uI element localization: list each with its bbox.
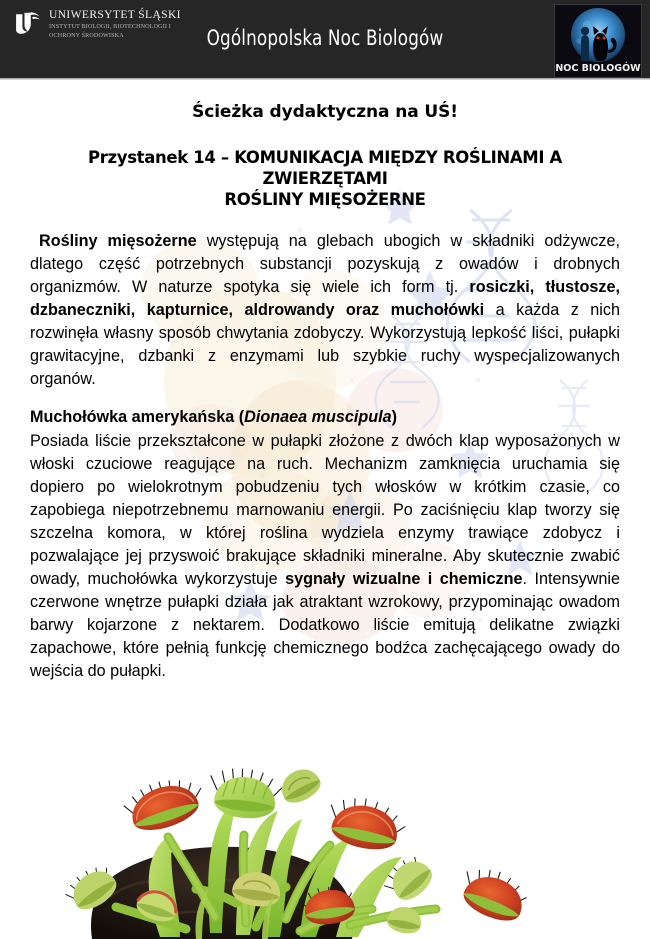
signals-bold-term: sygnały wizualne i chemiczne bbox=[285, 570, 523, 589]
paragraph-2-part-a: Posiada liście przekształcone w pułapki złożone z dwóch klap wyposażonych w włoski czuciowe reagujące na ruch. Mechanizm zamknięcia uruchamia się dopiero po wielokrotnym pobudzeniu tych włosków w krótkim czasie, co zapobiega niepotrzebnemu marnowaniu energii. Po zaciśnięciu klap tworzy się szczelna komora, w której roślina wydziela enzymy trawiące zdobycz i pozwalające jej przyswoić brakujące składniki mineralne. Aby skutecznie zwabić owady, muchołówka wykorzystuje bbox=[30, 432, 620, 589]
stop-heading bbox=[30, 147, 620, 210]
noc-biologow-emblem bbox=[554, 4, 642, 78]
paragraph-carnivorous-plants bbox=[30, 230, 620, 391]
event-title: Ogólnopolska Noc Biologów bbox=[206, 26, 444, 50]
paragraph-1-part-a: występują na glebach ubogich w składniki odżywcze, dlatego część potrzebnych substancji pozyskują z owadów i drobnych organizmów. W naturze spotyka się wiele ich form tj. bbox=[30, 232, 620, 297]
page-title: Ścieżka dydaktyczna na UŚ! bbox=[192, 102, 458, 122]
emblem-label: NOC BIOLOGÓW bbox=[555, 63, 641, 74]
section-heading-closing: ) bbox=[391, 408, 398, 427]
section-latin-name: Dionaea muscipula bbox=[244, 408, 392, 427]
venus-flytrap-photo bbox=[0, 697, 650, 939]
university-name: UNIWERSYTET ŚLĄSKI bbox=[49, 9, 181, 21]
paragraph-1-part-b: a każda z nich rozwinęła własny sposób chwytania zdobyczy. Wykorzystują lepkość liści, pułapki grawitacyjne, dzbanki z enzymami lub szybkie ruchy wyspecjalizowanych organów. bbox=[30, 301, 620, 389]
page-header bbox=[0, 0, 650, 80]
section-heading-venus-flytrap bbox=[30, 407, 620, 429]
document-body bbox=[0, 102, 650, 683]
stop-heading-line-1: Przystanek 14 – KOMUNIKACJA MIĘDZY ROŚLINAMI A ZWIERZĘTAMI bbox=[88, 148, 562, 189]
lead-bold-term: Rośliny mięsożerne bbox=[39, 232, 197, 251]
stop-heading-line-2: ROŚLINY MIĘSOŻERNE bbox=[224, 190, 426, 210]
species-list-bold: rosiczki, tłustosze, dzbaneczniki, kapturnice, aldrowandy oraz muchołówki bbox=[30, 278, 620, 320]
paragraph-venus-flytrap bbox=[30, 430, 620, 683]
section-common-name: Muchołówka amerykańska ( bbox=[30, 408, 245, 427]
university-emblem-icon bbox=[14, 10, 42, 36]
paragraph-2-part-b: . Intensywnie czerwone wnętrze pułapki działa jak atraktant wzrokowy, przypominając owadom barwy kojarzone z nektarem. Dodatkowo liście emitują delikatne związki zapachowe, które pełnią funkcję chemicznego bodźca zachęcającego owady do wejścia do pułapki. bbox=[30, 570, 620, 681]
university-unit: INSTYTUT BIOLOGII, BIOTECHNOLOGII I OCHRONY ŚRODOWISKA bbox=[49, 24, 171, 39]
